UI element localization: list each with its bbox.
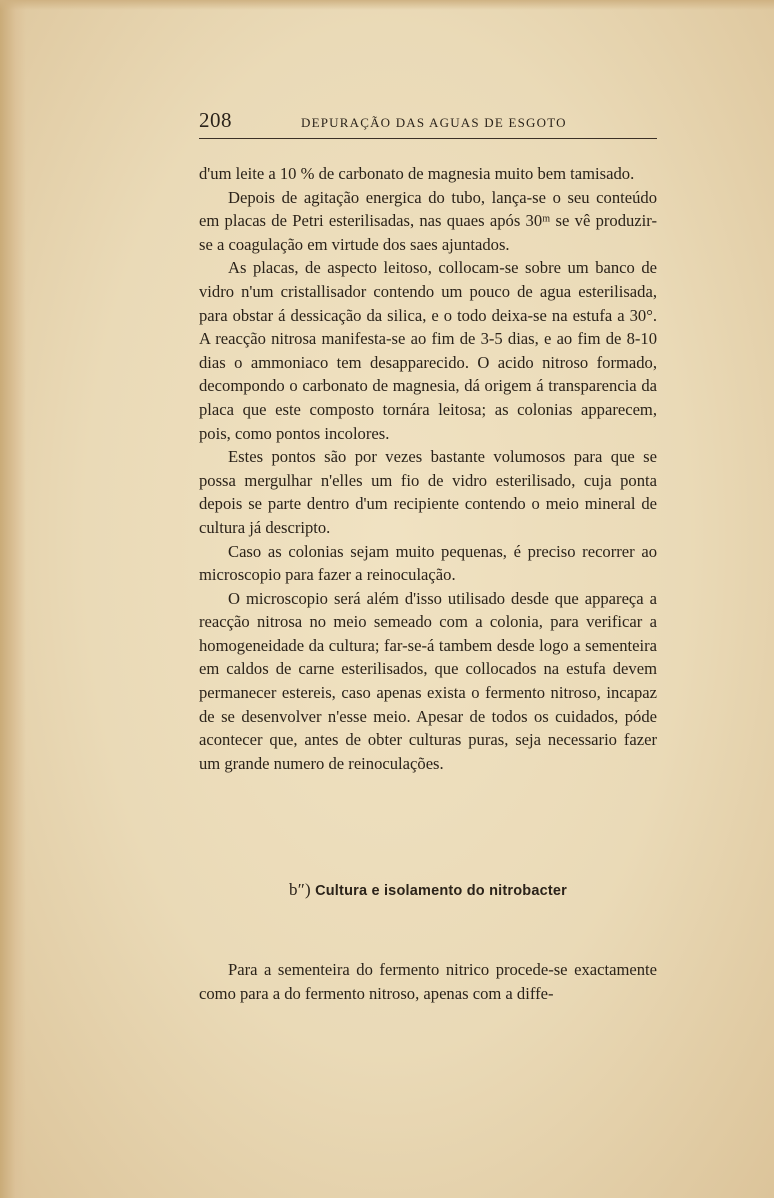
page-top-shadow (0, 0, 774, 10)
paragraph-5: Caso as colonias sejam muito pequenas, é preciso recorrer ao microscopio para fazer a reinoculação. (199, 541, 657, 585)
page-number: 208 (199, 108, 232, 132)
page-edge-shadow (0, 0, 26, 1198)
section-label: b″) (289, 880, 311, 899)
body-text-continued (199, 958, 657, 1005)
paragraph-7: Para a sementeira do fermento nitrico procede-se exactamente como para a do fermento nitroso, apenas com a diffe- (199, 960, 657, 1003)
paragraph-1: d'um leite a 10 % de carbonato de magnesia muito bem tamisado. (199, 164, 635, 183)
body-text (199, 162, 657, 775)
paragraph-6: O microscopio será além d'isso utilisado desde que appareça a reacção nitrosa no meio semeado com a colonia, para verificar a homogeneidade da cultura; far-se-á tambem desde logo a sementeira em caldos de carne esterilisados, que collocados na estufa devem permanecer estereis, caso apenas exista o fermento nitroso, incapaz de se desenvolver n'esse meio. Apesar de todos os cuidados, póde acontecer que, antes de obter culturas puras, seja necessario fazer um grande numero de reinoculações. (199, 588, 657, 773)
section-title: Cultura e isolamento do nitrobacter (315, 883, 567, 899)
running-title: DEPURAÇÃO DAS AGUAS DE ESGOTO (301, 115, 567, 130)
section-heading (199, 880, 657, 900)
page-header (199, 106, 657, 139)
paragraph-4: Estes pontos são por vezes bastante volumosos para que se possa mergulhar n'elles um fio de vidro esterilisado, cuja ponta depois se parte dentro d'um recipiente contendo o meio mineral de cultura já descripto. (199, 447, 657, 537)
paragraph-2: Depois de agitação energica do tubo, lança-se o seu conteúdo em placas de Petri esterilisadas, nas quaes após 30ᵐ se vê produzir-se a coagulação em virtude dos saes ajuntados. (199, 187, 657, 254)
paragraph-3: As placas, de aspecto leitoso, collocam-se sobre um banco de vidro n'um cristallisador contendo um pouco de agua esterilisada, para obstar á dessicação da silica, e o todo deixa-se na estufa a 30°. A reacção nitrosa manifesta-se ao fim de 3-5 dias, e ao fim de 8-10 dias o ammoniaco tem desapparecido. O acido nitroso formado, decompondo o carbonato de magnesia, dá origem á transparencia da placa que este composto tornára leitosa; as colonias apparecem, pois, como pontos incolores. (199, 258, 657, 443)
